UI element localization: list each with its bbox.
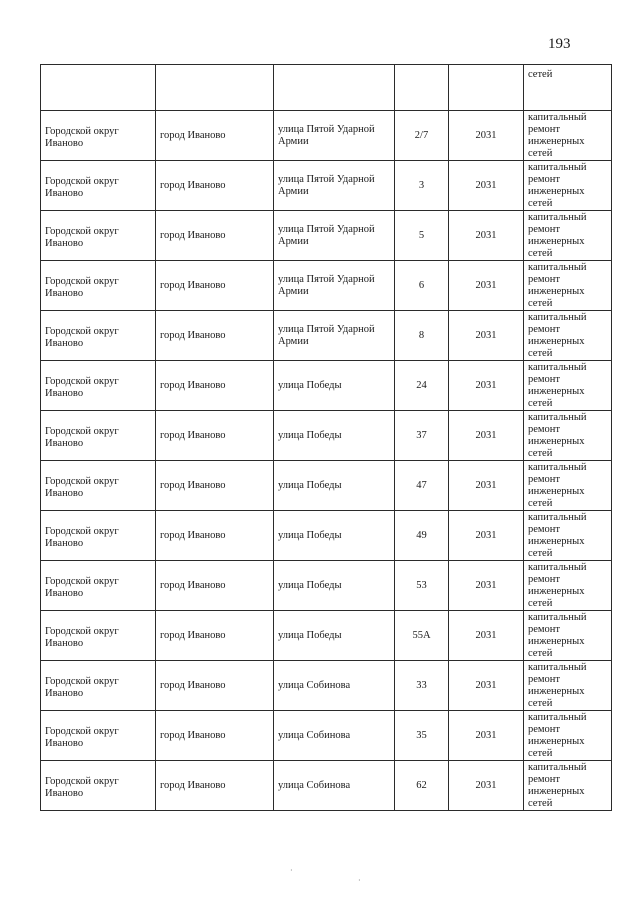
cell-work: капитальный ремонт инженерных сетей	[524, 111, 612, 161]
table-row	[41, 361, 612, 411]
cell-district: Городской округ Иваново	[41, 111, 156, 161]
cell-city: город Иваново	[156, 361, 274, 411]
table-row	[41, 111, 612, 161]
table-row	[41, 611, 612, 661]
cell-city: город Иваново	[156, 511, 274, 561]
cell-city: город Иваново	[156, 261, 274, 311]
cell-work: капитальный ремонт инженерных сетей	[524, 661, 612, 711]
cell-house: 49	[395, 511, 449, 561]
table-row	[41, 511, 612, 561]
cell-work: капитальный ремонт инженерных сетей	[524, 611, 612, 661]
cell-house: 5	[395, 211, 449, 261]
cell-city: город Иваново	[156, 111, 274, 161]
cell-house: 35	[395, 711, 449, 761]
table-row-continuation	[41, 65, 612, 111]
cell-street: улица Победы	[274, 461, 395, 511]
cell-district: Городской округ Иваново	[41, 661, 156, 711]
cell-year: 2031	[449, 311, 524, 361]
cell-district: Городской округ Иваново	[41, 411, 156, 461]
cell-year: 2031	[449, 361, 524, 411]
cell-district: Городской округ Иваново	[41, 711, 156, 761]
cell-city: город Иваново	[156, 161, 274, 211]
cell-work: капитальный ремонт инженерных сетей	[524, 361, 612, 411]
cell-city: город Иваново	[156, 311, 274, 361]
cell-city: город Иваново	[156, 661, 274, 711]
cell-street	[274, 65, 395, 111]
cell-work: капитальный ремонт инженерных сетей	[524, 511, 612, 561]
cell-district: Городской округ Иваново	[41, 361, 156, 411]
table-row	[41, 311, 612, 361]
cell-work: капитальный ремонт инженерных сетей	[524, 211, 612, 261]
cell-house: 62	[395, 761, 449, 811]
cell-work: капитальный ремонт инженерных сетей	[524, 561, 612, 611]
cell-street: улица Пятой Ударной Армии	[274, 211, 395, 261]
cell-street: улица Победы	[274, 611, 395, 661]
cell-house: 6	[395, 261, 449, 311]
cell-city: город Иваново	[156, 711, 274, 761]
cell-city: город Иваново	[156, 411, 274, 461]
cell-year: 2031	[449, 411, 524, 461]
cell-work: капитальный ремонт инженерных сетей	[524, 761, 612, 811]
scan-speck: ·	[290, 866, 293, 875]
cell-work: капитальный ремонт инженерных сетей	[524, 311, 612, 361]
cell-street: улица Победы	[274, 361, 395, 411]
cell-year: 2031	[449, 461, 524, 511]
cell-street: улица Собинова	[274, 711, 395, 761]
cell-district: Городской округ Иваново	[41, 261, 156, 311]
cell-district: Городской округ Иваново	[41, 461, 156, 511]
cell-work: капитальный ремонт инженерных сетей	[524, 411, 612, 461]
cell-street: улица Победы	[274, 411, 395, 461]
cell-city	[156, 65, 274, 111]
cell-street: улица Пятой Ударной Армии	[274, 311, 395, 361]
cell-street: улица Пятой Ударной Армии	[274, 111, 395, 161]
table-row	[41, 711, 612, 761]
cell-work: капитальный ремонт инженерных сетей	[524, 711, 612, 761]
cell-city: город Иваново	[156, 611, 274, 661]
cell-year: 2031	[449, 661, 524, 711]
cell-city: город Иваново	[156, 761, 274, 811]
table-row	[41, 561, 612, 611]
cell-house	[395, 65, 449, 111]
cell-city: город Иваново	[156, 561, 274, 611]
cell-work: капитальный ремонт инженерных сетей	[524, 461, 612, 511]
cell-year: 2031	[449, 761, 524, 811]
cell-house: 33	[395, 661, 449, 711]
cell-district: Городской округ Иваново	[41, 611, 156, 661]
cell-year: 2031	[449, 111, 524, 161]
scan-speck: ·	[358, 876, 361, 885]
cell-year: 2031	[449, 261, 524, 311]
page-number: 193	[548, 36, 571, 52]
cell-house: 55А	[395, 611, 449, 661]
cell-house: 2/7	[395, 111, 449, 161]
cell-year: 2031	[449, 611, 524, 661]
cell-year	[449, 65, 524, 111]
cell-district: Городской округ Иваново	[41, 311, 156, 361]
cell-house: 47	[395, 461, 449, 511]
cell-district: Городской округ Иваново	[41, 161, 156, 211]
table-row	[41, 461, 612, 511]
cell-year: 2031	[449, 511, 524, 561]
cell-street: улица Собинова	[274, 661, 395, 711]
cell-city: город Иваново	[156, 461, 274, 511]
cell-year: 2031	[449, 561, 524, 611]
cell-house: 53	[395, 561, 449, 611]
cell-street: улица Победы	[274, 561, 395, 611]
cell-street: улица Пятой Ударной Армии	[274, 161, 395, 211]
cell-district: Городской округ Иваново	[41, 511, 156, 561]
table-row	[41, 161, 612, 211]
cell-year: 2031	[449, 211, 524, 261]
cell-district	[41, 65, 156, 111]
table-row	[41, 411, 612, 461]
cell-work: капитальный ремонт инженерных сетей	[524, 261, 612, 311]
cell-house: 37	[395, 411, 449, 461]
cell-work: сетей	[524, 65, 612, 111]
cell-house: 8	[395, 311, 449, 361]
table-row	[41, 661, 612, 711]
cell-house: 3	[395, 161, 449, 211]
table-row	[41, 761, 612, 811]
cell-street: улица Собинова	[274, 761, 395, 811]
cell-district: Городской округ Иваново	[41, 761, 156, 811]
cell-house: 24	[395, 361, 449, 411]
table-row	[41, 211, 612, 261]
table-row	[41, 261, 612, 311]
housing-program-table	[40, 64, 612, 811]
cell-city: город Иваново	[156, 211, 274, 261]
cell-district: Городской округ Иваново	[41, 211, 156, 261]
cell-work: капитальный ремонт инженерных сетей	[524, 161, 612, 211]
cell-year: 2031	[449, 711, 524, 761]
cell-street: улица Победы	[274, 511, 395, 561]
cell-district: Городской округ Иваново	[41, 561, 156, 611]
cell-year: 2031	[449, 161, 524, 211]
cell-street: улица Пятой Ударной Армии	[274, 261, 395, 311]
